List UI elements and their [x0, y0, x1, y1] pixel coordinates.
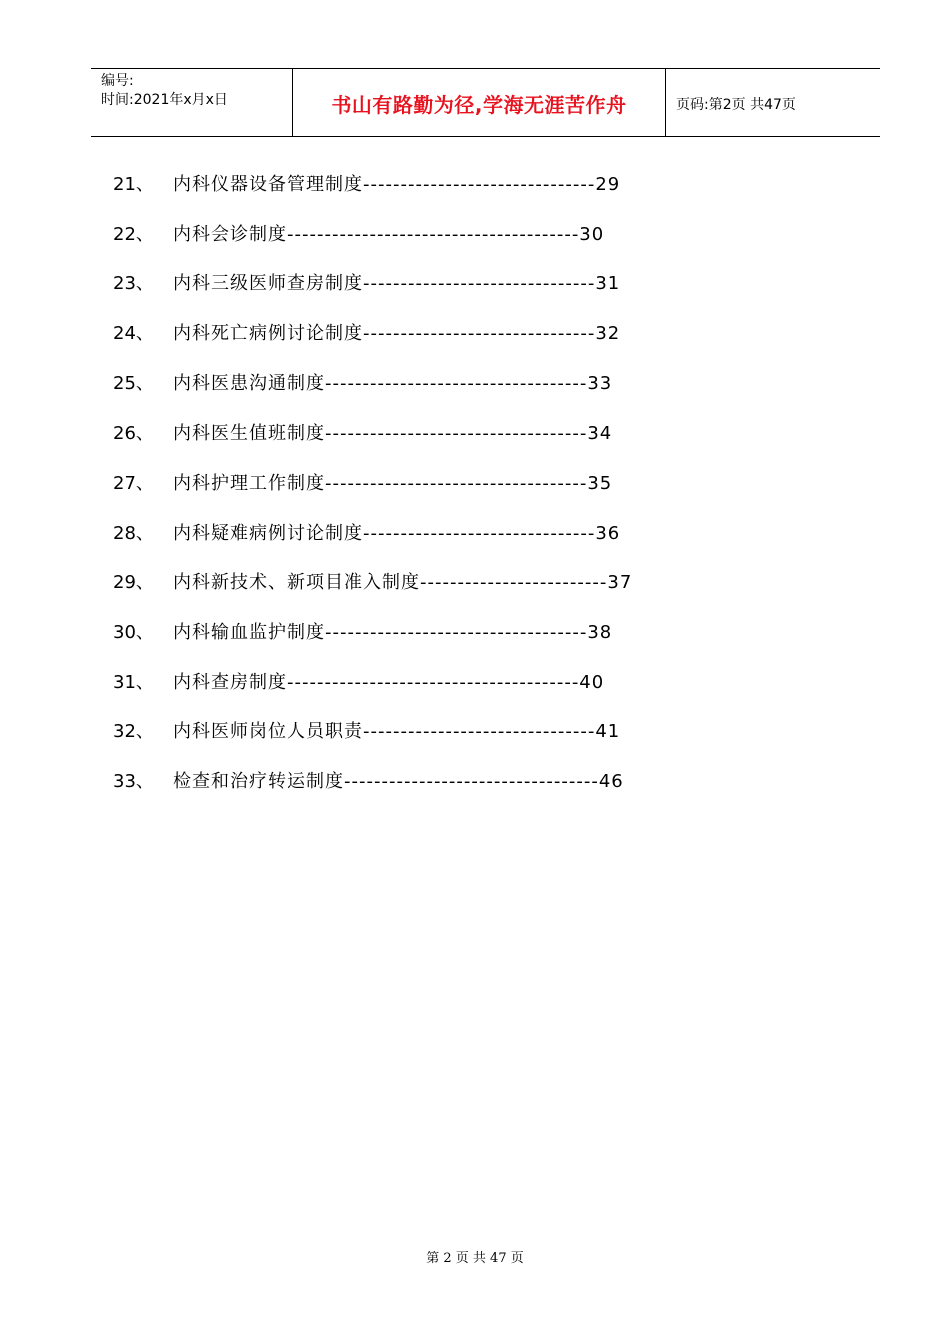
toc-entry-number: 30、 — [113, 622, 154, 643]
header-motto-cell — [293, 69, 666, 136]
toc-entry-text: 内科医生值班制度-----------------------------------34 — [173, 423, 613, 444]
page-header — [91, 68, 880, 137]
toc-entry-text: 内科仪器设备管理制度-------------------------------29 — [173, 174, 621, 195]
toc-entry-number: 31、 — [113, 672, 154, 693]
page-footer: 第 2 页 共 47 页 — [426, 1251, 524, 1266]
toc-entry-text: 内科新技术、新项目准入制度-------------------------37 — [173, 572, 633, 593]
toc-entry-number: 25、 — [113, 373, 154, 394]
serial-number-label: 编号: — [101, 73, 134, 89]
toc-entry-number: 28、 — [113, 523, 154, 544]
toc-entry-number: 33、 — [113, 771, 154, 792]
toc-entry-number: 32、 — [113, 721, 154, 742]
toc-entry-text: 内科三级医师查房制度-------------------------------31 — [173, 273, 621, 294]
toc-entry-number: 29、 — [113, 572, 154, 593]
header-meta-cell — [91, 69, 293, 136]
toc-entry-number: 22、 — [113, 224, 154, 245]
toc-entry-text: 内科死亡病例讨论制度-------------------------------32 — [173, 323, 621, 344]
header-page-cell — [666, 69, 880, 136]
toc-entry-number: 23、 — [113, 273, 154, 294]
toc-entry-number: 24、 — [113, 323, 154, 344]
header-page-info: 页码:第2页 共47页 — [676, 97, 796, 113]
toc-entry-text: 内科查房制度---------------------------------------40 — [173, 672, 605, 693]
toc-entry-text: 内科疑难病例讨论制度-------------------------------36 — [173, 523, 621, 544]
toc-entry-number: 21、 — [113, 174, 154, 195]
time-label: 时间:2021年x月x日 — [101, 92, 228, 108]
toc-entry-text: 内科会诊制度---------------------------------------30 — [173, 224, 605, 245]
toc-entry-text: 内科输血监护制度-----------------------------------38 — [173, 622, 613, 643]
toc-entry-number: 27、 — [113, 473, 154, 494]
toc-entry-text: 内科护理工作制度-----------------------------------35 — [173, 473, 613, 494]
toc-entry-text: 内科医师岗位人员职责-------------------------------41 — [173, 721, 621, 742]
toc-entry-text: 内科医患沟通制度-----------------------------------33 — [173, 373, 613, 394]
toc-entry-number: 26、 — [113, 423, 154, 444]
toc-entry-text: 检查和治疗转运制度----------------------------------46 — [173, 771, 624, 792]
motto-text: 书山有路勤为径,学海无涯苦作舟 — [331, 93, 627, 117]
